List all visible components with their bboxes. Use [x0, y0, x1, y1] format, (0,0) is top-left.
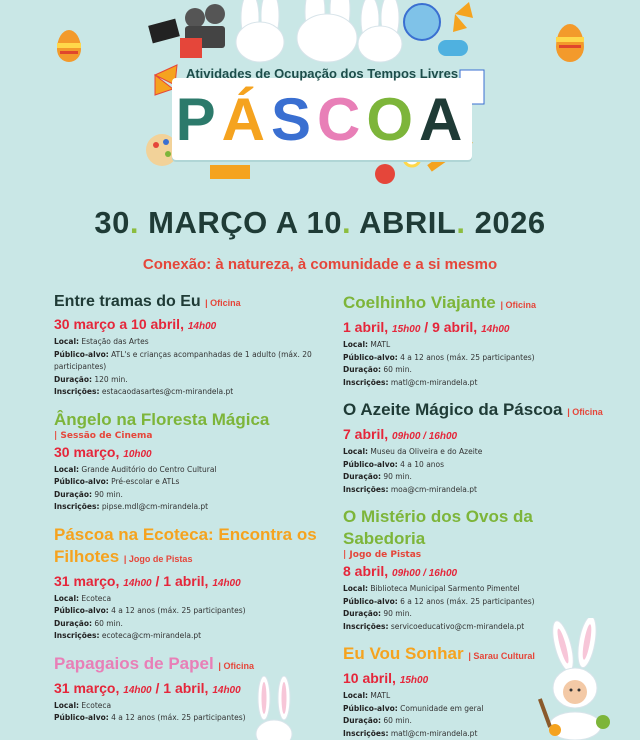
event-entre-tramas — [54, 292, 324, 399]
event-type: | Oficina — [500, 300, 536, 310]
date-part: MARÇO A 10 — [148, 205, 343, 240]
event-local — [343, 583, 603, 596]
label-local: Local: — [54, 337, 80, 346]
email-link[interactable]: pipse.mdl@cm-mirandela.pt — [101, 502, 209, 511]
event-dates: 31 março, 14h00 / 1 abril, 14h00 — [54, 679, 241, 696]
label-publico: Público-alvo: — [343, 459, 398, 469]
event-time: 10h00 — [123, 448, 152, 460]
email-link[interactable]: matl@cm-mirandela.pt — [390, 377, 478, 387]
email-link[interactable]: servicoeducativo@cm-mirandela.pt — [390, 621, 525, 631]
page-title — [172, 88, 472, 152]
date-range — [0, 205, 640, 241]
title-letter: Á — [221, 86, 271, 153]
event-angelo — [54, 409, 324, 514]
event-title — [343, 399, 603, 423]
label-inscricoes: Inscrições: — [54, 502, 100, 511]
event-publico — [343, 596, 603, 609]
duracao-value: 90 min. — [383, 472, 412, 481]
label-duracao: Duração: — [343, 472, 381, 481]
event-type: | Oficina — [567, 407, 603, 417]
event-pascoa-ecoteca — [54, 524, 324, 643]
label-local: Local: — [54, 593, 80, 603]
event-title — [54, 524, 324, 570]
publico-value: ATL's e crianças acompanhadas de 1 adulto (máx. 20 participantes) — [54, 349, 312, 371]
event-inscricoes — [343, 484, 603, 497]
event-local — [343, 339, 603, 352]
bunny-painter-icon — [535, 618, 625, 740]
label-publico: Público-alvo: — [54, 477, 109, 486]
header-subtitle: Atividades de Ocupação dos Tempos Livres — [185, 66, 459, 81]
tomato-icon — [375, 164, 395, 184]
event-duracao — [54, 489, 324, 502]
event-duracao — [343, 364, 603, 377]
tagline: Conexão: à natureza, à comunidade e a si mesmo — [142, 256, 498, 273]
email-link[interactable]: ecoteca@cm-mirandela.pt — [101, 631, 202, 640]
publico-value: Comunidade em geral — [400, 703, 484, 713]
event-inscricoes — [54, 630, 324, 643]
event-coelhinho — [343, 292, 603, 389]
event-inscricoes — [343, 377, 603, 390]
date-part: 30 — [94, 205, 130, 240]
local-value: Ecoteca — [81, 593, 112, 603]
label-publico: Público-alvo: — [343, 352, 398, 362]
local-value: MATL — [370, 691, 391, 700]
event-title-text: O Azeite Mágico da Páscoa — [343, 400, 563, 419]
event-time: 14h00 — [123, 684, 152, 696]
label-inscricoes: Inscrições: — [343, 621, 389, 631]
date-part: 2026 — [474, 205, 546, 240]
globe-icon — [404, 4, 440, 40]
label-local: Local: — [343, 691, 369, 700]
event-dates: 31 março, 14h00 / 1 abril, 14h00 — [54, 572, 241, 589]
label-duracao: Duração: — [343, 716, 381, 725]
label-inscricoes: Inscrições: — [54, 387, 100, 396]
event-local — [54, 464, 324, 477]
butterfly-icon — [453, 2, 473, 32]
duracao-value: 60 min. — [383, 716, 412, 725]
bunny-icon — [236, 0, 402, 62]
event-dates: 1 abril, 15h00 / 9 abril, 14h00 — [343, 319, 510, 335]
event-type: | Jogo de Pistas — [123, 553, 193, 564]
event-time: 15h00 — [392, 324, 421, 335]
label-inscricoes: Inscrições: — [343, 484, 389, 494]
event-duracao — [54, 618, 324, 631]
event-time: 14h00 — [212, 577, 241, 589]
event-inscricoes — [54, 386, 324, 399]
label-local: Local: — [343, 584, 369, 593]
duracao-value: 90 min. — [383, 609, 412, 618]
publico-value: 4 a 12 anos (máx. 25 participantes) — [400, 352, 535, 362]
duracao-value: 60 min. — [94, 618, 123, 628]
label-local: Local: — [54, 464, 80, 474]
publico-value: 4 a 12 anos (máx. 25 participantes) — [111, 713, 246, 722]
duracao-value: 120 min. — [94, 374, 128, 384]
event-publico — [54, 605, 324, 618]
duracao-value: 90 min. — [94, 489, 123, 499]
event-duracao — [343, 471, 603, 484]
event-date: 30 março a 10 abril, — [54, 316, 184, 332]
book-icon — [210, 165, 250, 179]
event-date: 30 março, — [54, 443, 120, 460]
title-letter: A — [419, 86, 469, 153]
event-title — [343, 292, 603, 316]
event-date: 1 abril, — [163, 572, 209, 589]
event-title — [54, 653, 324, 677]
title-letter: O — [366, 86, 420, 153]
event-azeite — [343, 399, 603, 496]
label-publico: Público-alvo: — [343, 596, 398, 606]
event-type: | Sarau Cultural — [468, 651, 535, 661]
title-letter: P — [175, 86, 222, 153]
title-letter: C — [317, 86, 367, 153]
local-value: Museu da Oliveira e do Azeite — [370, 447, 483, 456]
label-publico: Público-alvo: — [54, 606, 109, 615]
event-date: 9 abril, — [432, 319, 478, 335]
event-publico — [54, 349, 324, 374]
label-duracao: Duração: — [343, 365, 381, 374]
event-title-text: Coelhinho Viajante — [343, 293, 496, 312]
event-time: 14h00 — [212, 684, 241, 696]
label-publico: Público-alvo: — [54, 713, 109, 722]
event-time: 09h00 / 16h00 — [392, 568, 458, 579]
event-type: | Oficina — [218, 660, 254, 671]
email-link[interactable]: matl@cm-mirandela.pt — [390, 728, 478, 738]
local-value: MATL — [370, 340, 391, 349]
event-dates — [54, 443, 324, 464]
event-duracao — [54, 374, 324, 387]
date-part: ABRIL — [359, 205, 457, 240]
event-time: 14h00 — [481, 324, 510, 335]
publico-value: 4 a 10 anos — [400, 459, 445, 469]
event-type: | Sessão de Cinema — [54, 430, 153, 441]
easter-egg-right-icon — [556, 24, 584, 62]
publico-value: 6 a 12 anos (máx. 25 participantes) — [400, 596, 535, 606]
event-time: 14h00 — [187, 321, 217, 332]
event-title-text: Entre tramas do Eu — [54, 293, 201, 310]
left-column — [54, 292, 324, 735]
camera-icon — [148, 4, 225, 58]
label-duracao: Duração: — [54, 374, 92, 384]
local-value: Biblioteca Municipal Sarmento Pimentel — [370, 584, 520, 593]
event-publico — [343, 352, 603, 365]
event-local — [343, 446, 603, 459]
label-duracao: Duração: — [54, 618, 92, 628]
event-date: 1 abril, — [163, 679, 209, 696]
event-title: Ângelo na Floresta Mágica — [54, 409, 270, 429]
event-publico — [54, 476, 324, 489]
event-inscricoes — [54, 501, 324, 514]
label-duracao: Duração: — [54, 489, 92, 499]
label-duracao: Duração: — [343, 609, 381, 618]
event-date: 7 abril, — [343, 426, 389, 442]
event-local — [54, 593, 324, 606]
event-date: 1 abril, — [343, 319, 389, 335]
label-inscricoes: Inscrições: — [343, 377, 389, 387]
event-date: 31 março, — [54, 572, 120, 589]
event-title: O Mistério dos Ovos da Sabedoria — [343, 507, 533, 548]
duracao-value: 60 min. — [383, 365, 412, 374]
easter-egg-left-icon — [57, 30, 81, 62]
event-type: | Jogo de Pistas — [343, 550, 422, 560]
label-inscricoes: Inscrições: — [343, 728, 389, 738]
event-dates — [343, 425, 603, 446]
label-publico: Público-alvo: — [343, 703, 398, 713]
email-link[interactable]: estacaodasartes@cm-mirandela.pt — [101, 387, 234, 396]
label-local: Local: — [343, 447, 369, 456]
label-publico: Público-alvo: — [54, 349, 109, 359]
event-date: 31 março, — [54, 679, 120, 696]
event-type: | Oficina — [205, 298, 241, 308]
event-time: 14h00 — [123, 577, 152, 589]
event-title — [54, 292, 324, 313]
goggles-icon — [438, 40, 468, 56]
event-time: 15h00 — [399, 675, 429, 686]
local-value: Grande Auditório do Centro Cultural — [81, 464, 217, 474]
date-separator: . — [342, 205, 352, 240]
label-local: Local: — [343, 340, 369, 349]
event-publico — [343, 459, 603, 472]
title-letter: S — [270, 86, 318, 153]
event-title-text: Eu Vou Sonhar — [343, 644, 464, 663]
label-local: Local: — [54, 700, 80, 710]
date-separator: . — [456, 205, 466, 240]
publico-value: Pré-escolar e ATLs — [111, 477, 180, 486]
email-link[interactable]: moa@cm-mirandela.pt — [390, 484, 477, 494]
event-time: 09h00 / 16h00 — [392, 431, 458, 442]
event-dates — [343, 562, 603, 583]
event-title-text: Páscoa na Ecoteca: Encontra os Filhotes — [54, 524, 317, 566]
event-local — [54, 336, 324, 349]
local-value: Ecoteca — [81, 700, 112, 710]
event-date: 10 abril, — [343, 670, 396, 686]
publico-value: 4 a 12 anos (máx. 25 participantes) — [111, 606, 246, 615]
event-dates — [54, 315, 324, 336]
event-title-text: Papagaios de Papel — [54, 653, 214, 673]
event-misterio-ovos — [343, 506, 603, 633]
bunny-bottom-icon — [250, 676, 300, 740]
date-separator: . — [129, 205, 140, 240]
event-date: 8 abril, — [343, 563, 389, 579]
local-value: Estação das Artes — [81, 337, 149, 346]
label-inscricoes: Inscrições: — [54, 631, 100, 640]
